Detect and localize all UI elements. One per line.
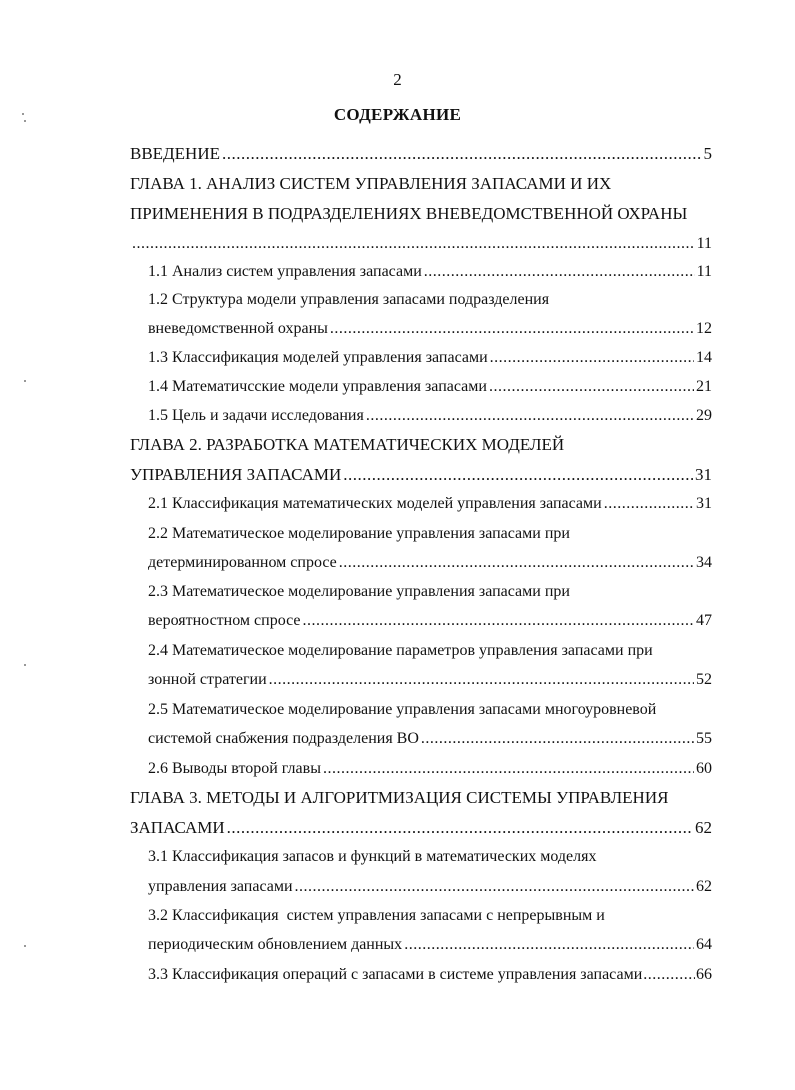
- toc-line: [148, 637, 712, 665]
- toc-leader-dots: [132, 230, 695, 258]
- toc-page-number: 55: [696, 730, 712, 747]
- toc-line: [148, 549, 712, 577]
- toc-leader-dots: [269, 666, 694, 694]
- toc-entry-text: 1.5 Цель и задачи исследования: [148, 407, 364, 424]
- toc-leader-dots: [343, 461, 693, 489]
- toc-page-number: 31: [695, 465, 712, 484]
- toc-leader-dots: [303, 607, 694, 635]
- toc-entry-text: периодическим обновлением данных: [148, 936, 403, 953]
- toc-page-number: 29: [696, 407, 712, 424]
- toc-line: [148, 873, 712, 901]
- toc-entry-text: 1.3 Классификация моделей управления запасами: [148, 349, 488, 366]
- toc-entry-text: ГЛАВА 2. РАЗРАБОТКА МАТЕМАТИЧЕСКИХ МОДЕЛЕЙ: [130, 435, 565, 454]
- toc-line: [148, 578, 712, 606]
- toc-line: [148, 402, 712, 430]
- toc-line: [130, 784, 712, 812]
- toc-entry-text: ВВЕДЕНИЕ: [130, 144, 220, 163]
- scan-mark: [24, 120, 26, 122]
- toc-page-number: 21: [696, 378, 712, 395]
- scan-mark: [24, 945, 26, 947]
- toc-page-number: 60: [696, 760, 712, 777]
- toc-entry-text: ПРИМЕНЕНИЯ В ПОДРАЗДЕЛЕНИЯХ ВНЕВЕДОМСТВЕННОЙ ОХРАНЫ: [130, 204, 688, 223]
- toc-entry-text: 2.3 Математическое моделирование управления запасами при: [148, 583, 570, 600]
- toc-entry-text: системой снабжения подразделения ВО: [148, 730, 419, 747]
- toc-line: [148, 286, 712, 314]
- toc-line: [130, 140, 712, 168]
- toc-line: [130, 230, 712, 258]
- toc-leader-dots: [295, 873, 694, 901]
- toc-leader-dots: [424, 258, 695, 286]
- toc-line: [130, 814, 712, 842]
- toc-leader-dots: [421, 725, 694, 753]
- toc-leader-dots: [222, 140, 702, 168]
- toc-page-number: 62: [696, 878, 712, 895]
- toc-page-number: 66: [696, 966, 712, 983]
- toc-page-number: 31: [696, 495, 712, 512]
- toc-page-number: 64: [696, 936, 712, 953]
- toc-line: [148, 344, 712, 372]
- toc-title: СОДЕРЖАНИЕ: [333, 105, 462, 124]
- toc-line: [148, 696, 712, 724]
- toc-line: [148, 725, 712, 753]
- scan-mark: [22, 113, 24, 115]
- toc-line: [148, 373, 712, 401]
- scan-mark: [24, 380, 26, 382]
- toc-leader-dots: [604, 490, 694, 518]
- toc-entry-text: ГЛАВА 1. АНАЛИЗ СИСТЕМ УПРАВЛЕНИЯ ЗАПАСАМИ И ИХ: [130, 174, 612, 193]
- toc-line: [148, 902, 712, 930]
- toc-leader-dots: [490, 344, 694, 372]
- toc-leader-dots: [339, 549, 694, 577]
- toc-entry-text: 3.3 Классификация операций с запасами в системе управления запасами: [148, 966, 643, 983]
- toc-entry-text: управления запасами: [148, 878, 293, 895]
- toc-entry-text: 1.4 Математичсские модели управления запасами: [148, 378, 487, 395]
- toc-page-number: 11: [696, 263, 712, 280]
- toc-entry-text: детерминированном спросе: [148, 554, 337, 571]
- toc-line: [148, 490, 712, 518]
- toc-line: [148, 931, 712, 959]
- scan-mark: [24, 664, 26, 666]
- toc-entry-text: 2.6 Выводы второй главы: [148, 760, 321, 777]
- toc-line: [148, 843, 712, 871]
- toc-entry-text: УПРАВЛЕНИЯ ЗАПАСАМИ: [130, 465, 342, 484]
- toc-line: [130, 431, 712, 459]
- toc-page-number: 5: [703, 144, 712, 163]
- toc-line: [148, 961, 712, 989]
- toc-page-number: 47: [696, 612, 712, 629]
- toc-page-number: 62: [695, 818, 712, 837]
- toc-leader-dots: [404, 931, 694, 959]
- toc-line: [148, 607, 712, 635]
- toc-leader-dots: [643, 961, 695, 989]
- toc-page-number: 11: [696, 235, 712, 252]
- toc-leader-dots: [323, 755, 694, 783]
- toc-leader-dots: [489, 373, 694, 401]
- toc-entry-text: вневедомственной охраны: [148, 320, 328, 337]
- toc-page-number: 14: [696, 349, 712, 366]
- toc-entry-text: 2.1 Классификация математических моделей управления запасами: [148, 495, 602, 512]
- toc-line: [130, 170, 712, 198]
- toc-line: [148, 258, 712, 286]
- toc-entry-text: 3.2 Классификация систем управления запасами с непрерывным и: [148, 907, 605, 924]
- toc-entry-text: ЗАПАСАМИ: [130, 818, 225, 837]
- toc-entry-text: зонной стратегии: [148, 671, 267, 688]
- toc-entry-text: ГЛАВА 3. МЕТОДЫ И АЛГОРИТМИЗАЦИЯ СИСТЕМЫ УПРАВЛЕНИЯ: [130, 788, 669, 807]
- toc-line: [148, 755, 712, 783]
- toc-page-number: 52: [696, 671, 712, 688]
- toc-entry-text: 1.2 Структура модели управления запасами подразделения: [148, 291, 550, 308]
- toc-entry-text: 1.1 Анализ систем управления запасами: [148, 263, 422, 280]
- toc-entry-text: 2.2 Математическое моделирование управления запасами при: [148, 525, 570, 542]
- toc-line: [130, 461, 712, 489]
- toc-page-number: 12: [696, 320, 712, 337]
- toc-leader-dots: [366, 402, 694, 430]
- toc-line: [130, 200, 712, 228]
- page-number: 2: [393, 70, 402, 89]
- toc-leader-dots: [227, 814, 693, 842]
- toc-line: [148, 666, 712, 694]
- toc-entry-text: 3.1 Классификация запасов и функций в математических моделях: [148, 848, 597, 865]
- toc-page-number: 34: [696, 554, 712, 571]
- toc-line: [148, 315, 712, 343]
- toc-entry-text: 2.4 Математическое моделирование параметров управления запасами при: [148, 642, 653, 659]
- toc-entry-text: 2.5 Математическое моделирование управления запасами многоуровневой: [148, 701, 657, 718]
- toc-leader-dots: [330, 315, 694, 343]
- toc-entry-text: вероятностном спросе: [148, 612, 301, 629]
- toc-line: [148, 520, 712, 548]
